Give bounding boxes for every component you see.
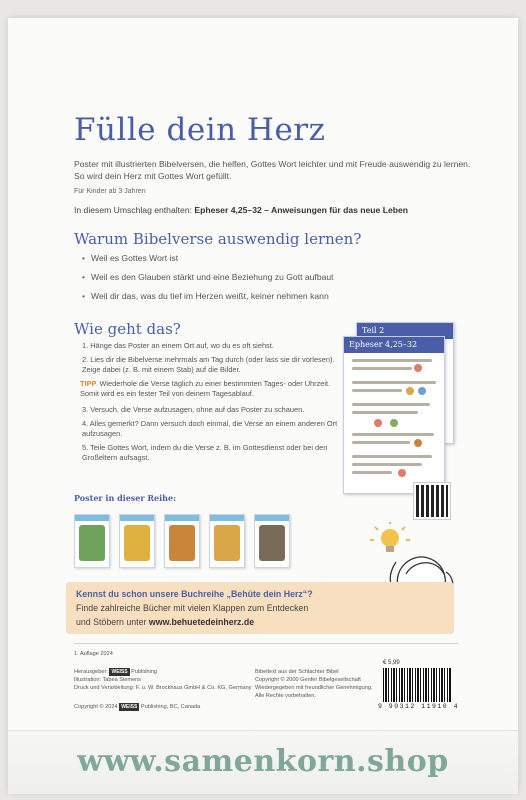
poster-back-title: Teil 2: [357, 323, 453, 339]
tipp-label: TIPP: [80, 379, 97, 388]
divider: [74, 643, 458, 644]
step-2: 2. Lies dir die Bibelverse mehrmals am Tag durch (oder lass sie dir vorlesen). Zeige dabei (z. B. mit einem Stab) auf die Bilder.: [82, 355, 335, 374]
tipp-text: Wiederhole die Verse täglich zu einer bestimmten Tages- oder Uhrzeit. Somit wird es ein fester Teil von deinem Tagesablauf.: [80, 379, 331, 398]
step-4: 4. Alles gemerkt? Dann versuch doch einmal, die Verse an einem anderen Ort aufzusagen.: [82, 419, 338, 438]
why-bullet-1: • Weil es Gottes Wort ist: [82, 253, 178, 263]
copyright-suffix: Publishing, BC, Canada: [140, 704, 201, 710]
printing-credit: Druck und Verarbeitung: F. u. W. Brockhaus GmbH & Co. KG, Germany: [74, 685, 252, 691]
banner-url-link[interactable]: www.behuetedeinherz.de: [148, 617, 255, 627]
copyright-prefix: Copyright © 2024: [74, 704, 118, 710]
shop-watermark: www.samenkorn.shop: [77, 744, 449, 779]
qr-code[interactable]: [414, 483, 450, 519]
banner-line-3-prefix: und Stöbern unter: [76, 617, 147, 627]
tipp-step: [80, 379, 342, 399]
series-label: Poster in dieser Reihe:: [74, 493, 177, 503]
barcode-digits: 9 90312 11910 4: [378, 703, 460, 710]
bible-credit-1: Bibeltext aus der Schlachter Bibel: [255, 669, 339, 675]
age-note: Für Kinder ab 3 Jahren: [74, 188, 146, 195]
weiss-logo: WEISS: [111, 669, 128, 675]
weiss-logo-2: WEISS: [121, 704, 138, 710]
contents-line: [74, 205, 408, 215]
series-poster-thumbnail: [164, 514, 200, 568]
step-1: 1. Hänge das Poster an einem Ort auf, wo du es oft siehst.: [82, 341, 274, 350]
publisher-prefix: Herausgeber:: [74, 669, 108, 675]
step-5: 5. Teile Gottes Wort, indem du die Verse z. B. im Gottesdienst oder bei den Großeltern aufsagst.: [82, 443, 328, 462]
barcode: [383, 668, 451, 702]
series-poster-thumbnail: [209, 514, 245, 568]
why-heading: Warum Bibelverse auswendig lernen?: [74, 230, 362, 248]
illustrations-credit: Illustration: Tabea Siemens: [74, 677, 142, 683]
how-heading: Wie geht das?: [74, 320, 181, 338]
poster-front: [343, 336, 445, 494]
bible-credit-3: Wiedergegeben mit freundlicher Genehmigung.: [255, 685, 373, 691]
why-bullet-2: • Weil es den Glauben stärkt und eine Beziehung zu Gott aufbaut: [82, 272, 334, 282]
step-3: 3. Versuch, die Verse aufzusagen, ohne auf das Poster zu schauen.: [82, 405, 305, 414]
copyright-line: [74, 703, 200, 711]
page-title: Fülle dein Herz: [74, 112, 326, 148]
intro-text: Poster mit illustrierten Bibelversen, die helfen, Gottes Wort leichter und mit Freude auswendig zu lernen. So wird dein Herz mit Gottes Wort gefüllt.: [74, 159, 471, 181]
banner-line-3: [76, 617, 254, 627]
series-poster-thumbnail: [119, 514, 155, 568]
price: € 5,99: [383, 660, 400, 666]
poster-front-title: Epheser 4,25–32: [344, 337, 444, 353]
lightbulb-icon: [370, 522, 410, 552]
contents-value: Epheser 4,25–32 – Anweisungen für das neue Leben: [194, 205, 409, 215]
series-poster-thumbnail: [254, 514, 290, 568]
publisher-line: [74, 668, 157, 676]
publisher-suffix: Publishing: [131, 669, 157, 675]
bible-credit-4: Alle Rechte vorbehalten.: [255, 693, 316, 699]
contents-label: In diesem Umschlag enthalten:: [74, 205, 192, 215]
series-poster-thumbnail: [74, 514, 110, 568]
banner-headline: Kennst du schon unsere Buchreihe „Behüte dein Herz“?: [76, 589, 313, 599]
why-bullet-3: • Weil dir das, was du tief im Herzen weißt, keiner nehmen kann: [82, 291, 329, 301]
bible-credit-2: Copyright © 2000 Genfer Bibelgesellschaft: [255, 677, 361, 683]
banner-line-2: Finde zahlreiche Bücher mit vielen Klappen zum Entdecken: [76, 603, 309, 613]
edition: 1. Auflage 2024: [74, 651, 113, 657]
